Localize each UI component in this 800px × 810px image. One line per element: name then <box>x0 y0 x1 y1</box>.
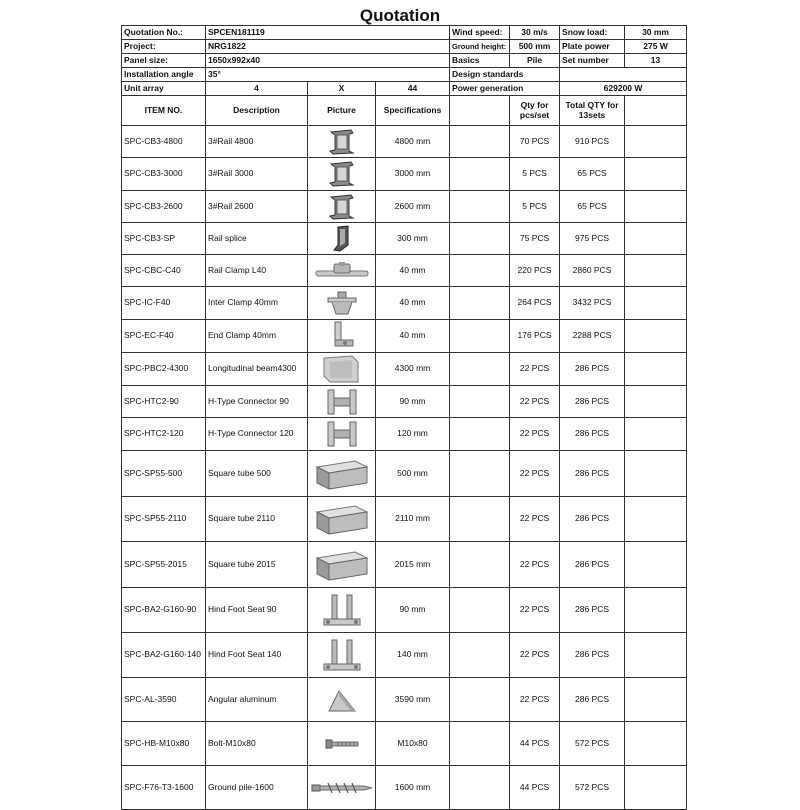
table-row <box>122 766 687 810</box>
blank-cell <box>450 223 510 255</box>
picture-cell <box>308 588 376 633</box>
items-body <box>122 126 687 810</box>
picture-cell <box>308 223 376 255</box>
qty-per-set-cell: 70 PCS <box>510 126 560 158</box>
header-row-2 <box>122 40 687 54</box>
spec-cell: 500 mm <box>376 451 450 497</box>
qty-per-set-cell: 176 PCS <box>510 320 560 353</box>
qty-per-set-cell: 44 PCS <box>510 722 560 766</box>
table-row <box>122 633 687 678</box>
total-qty-cell: 286 PCS <box>560 633 625 678</box>
item-no-cell: SPC-PBC2-4300 <box>122 353 206 386</box>
spec-cell: 40 mm <box>376 320 450 353</box>
total-qty-cell: 286 PCS <box>560 542 625 588</box>
table-row <box>122 588 687 633</box>
qty-per-set-cell: 22 PCS <box>510 678 560 722</box>
table-row <box>122 223 687 255</box>
blank-cell-2 <box>625 418 687 451</box>
col-blank <box>450 96 510 126</box>
rail-splice-icon <box>310 225 373 253</box>
set-number-label: Set number <box>560 54 625 68</box>
blank-cell-2 <box>625 126 687 158</box>
project-value: NRG1822 <box>206 40 450 54</box>
basics-value: Pile <box>510 54 560 68</box>
plate-power-value: 275 W <box>625 40 687 54</box>
description-cell: 3#Rail 3000 <box>206 158 308 191</box>
blank-cell <box>450 126 510 158</box>
item-no-cell: SPC-HTC2-90 <box>122 386 206 418</box>
h-connector-icon <box>310 388 373 416</box>
total-qty-cell: 2288 PCS <box>560 320 625 353</box>
description-cell: 3#Rail 4800 <box>206 126 308 158</box>
panel-size-label: Panel size: <box>122 54 206 68</box>
total-qty-cell: 286 PCS <box>560 353 625 386</box>
blank-cell-2 <box>625 353 687 386</box>
blank-cell-2 <box>625 223 687 255</box>
blank-cell <box>450 451 510 497</box>
picture-cell <box>308 255 376 287</box>
blank-cell <box>450 287 510 320</box>
table-row <box>122 287 687 320</box>
description-cell: 3#Rail 2600 <box>206 191 308 223</box>
wind-speed-label: Wind speed: <box>450 26 510 40</box>
blank-cell-2 <box>625 633 687 678</box>
qty-per-set-cell: 75 PCS <box>510 223 560 255</box>
header-row-4 <box>122 68 687 82</box>
qty-per-set-cell: 220 PCS <box>510 255 560 287</box>
rail-icon <box>310 129 373 155</box>
beam-icon <box>310 354 373 384</box>
blank-cell-2 <box>625 320 687 353</box>
table-row <box>122 191 687 223</box>
blank-cell-2 <box>625 158 687 191</box>
col-specifications: Specifications <box>376 96 450 126</box>
col-picture: Picture <box>308 96 376 126</box>
item-no-cell: SPC-CBC-C40 <box>122 255 206 287</box>
col-item-no: ITEM NO. <box>122 96 206 126</box>
table-row <box>122 158 687 191</box>
total-qty-cell: 286 PCS <box>560 451 625 497</box>
blank-cell-2 <box>625 766 687 810</box>
qty-per-set-cell: 22 PCS <box>510 418 560 451</box>
panel-size-value: 1650x992x40 <box>206 54 450 68</box>
quotation-no-label: Quotation No.: <box>122 26 206 40</box>
spec-cell: 4800 mm <box>376 126 450 158</box>
blank-cell <box>450 191 510 223</box>
qty-per-set-cell: 5 PCS <box>510 191 560 223</box>
total-qty-cell: 286 PCS <box>560 418 625 451</box>
total-qty-cell: 286 PCS <box>560 588 625 633</box>
spec-cell: 2110 mm <box>376 497 450 542</box>
total-qty-cell: 572 PCS <box>560 722 625 766</box>
spec-cell: 90 mm <box>376 386 450 418</box>
table-row <box>122 126 687 158</box>
blank-cell <box>450 386 510 418</box>
description-cell: Rail Clamp L40 <box>206 255 308 287</box>
picture-cell <box>308 451 376 497</box>
table-row <box>122 353 687 386</box>
power-generation-value: 629200 W <box>560 82 687 96</box>
item-no-cell: SPC-BA2-G160-90 <box>122 588 206 633</box>
h-connector-icon <box>310 420 373 448</box>
qty-per-set-cell: 264 PCS <box>510 287 560 320</box>
item-no-cell: SPC-CB3-3000 <box>122 158 206 191</box>
blank-cell-2 <box>625 722 687 766</box>
qty-per-set-cell: 22 PCS <box>510 451 560 497</box>
spec-cell: 90 mm <box>376 588 450 633</box>
total-qty-cell: 286 PCS <box>560 386 625 418</box>
rail-icon <box>310 194 373 220</box>
description-cell: Ground pile-1600 <box>206 766 308 810</box>
col-total-qty: Total QTY for 13sets <box>560 96 625 126</box>
item-no-cell: SPC-CB3-2600 <box>122 191 206 223</box>
set-number-value: 13 <box>625 54 687 68</box>
table-row <box>122 722 687 766</box>
blank-cell-2 <box>625 255 687 287</box>
table-row <box>122 451 687 497</box>
spec-cell: 1600 mm <box>376 766 450 810</box>
blank-cell-2 <box>625 678 687 722</box>
plate-power-label: Plate power <box>560 40 625 54</box>
total-qty-cell: 3432 PCS <box>560 287 625 320</box>
picture-cell <box>308 287 376 320</box>
blank-cell <box>450 766 510 810</box>
header-row-1 <box>122 26 687 40</box>
unit-array-a: 4 <box>206 82 308 96</box>
blank-cell-2 <box>625 588 687 633</box>
col-blank-2 <box>625 96 687 126</box>
blank-cell-2 <box>625 451 687 497</box>
description-cell: Angular aluminum <box>206 678 308 722</box>
installation-angle-value: 35° <box>206 68 450 82</box>
spec-cell: 3590 mm <box>376 678 450 722</box>
table-row <box>122 542 687 588</box>
square-tube-icon <box>310 548 373 582</box>
item-no-cell: SPC-CB3-SP <box>122 223 206 255</box>
column-header-row <box>122 96 687 126</box>
blank-cell <box>450 158 510 191</box>
blank-cell <box>450 542 510 588</box>
qty-per-set-cell: 22 PCS <box>510 588 560 633</box>
quotation-no-value: SPCEN181119 <box>206 26 450 40</box>
qty-per-set-cell: 5 PCS <box>510 158 560 191</box>
spec-cell: 2015 mm <box>376 542 450 588</box>
picture-cell <box>308 542 376 588</box>
description-cell: Square tube 500 <box>206 451 308 497</box>
qty-per-set-cell: 44 PCS <box>510 766 560 810</box>
total-qty-cell: 975 PCS <box>560 223 625 255</box>
blank-cell <box>450 353 510 386</box>
spec-cell: 140 mm <box>376 633 450 678</box>
blank-cell <box>450 497 510 542</box>
item-no-cell: SPC-HTC2-120 <box>122 418 206 451</box>
table-row <box>122 386 687 418</box>
quotation-table <box>121 25 687 810</box>
qty-per-set-cell: 22 PCS <box>510 353 560 386</box>
spec-cell: M10x80 <box>376 722 450 766</box>
description-cell: Bolt-M10x80 <box>206 722 308 766</box>
inter-clamp-icon <box>310 290 373 316</box>
description-cell: Hind Foot Seat 140 <box>206 633 308 678</box>
qty-per-set-cell: 22 PCS <box>510 497 560 542</box>
blank-cell <box>450 320 510 353</box>
blank-cell <box>450 588 510 633</box>
header-row-3 <box>122 54 687 68</box>
table-row <box>122 255 687 287</box>
total-qty-cell: 286 PCS <box>560 678 625 722</box>
item-no-cell: SPC-IC-F40 <box>122 287 206 320</box>
item-no-cell: SPC-EC-F40 <box>122 320 206 353</box>
picture-cell <box>308 497 376 542</box>
header-row-5 <box>122 82 687 96</box>
description-cell: Inter Clamp 40mm <box>206 287 308 320</box>
snow-load-label: Snow load: <box>560 26 625 40</box>
table-row <box>122 678 687 722</box>
snow-load-value: 30 mm <box>625 26 687 40</box>
spec-cell: 40 mm <box>376 287 450 320</box>
blank-cell <box>450 633 510 678</box>
blank-cell-2 <box>625 542 687 588</box>
foot-seat-icon <box>310 591 373 629</box>
description-cell: Square tube 2110 <box>206 497 308 542</box>
blank-cell <box>450 255 510 287</box>
qty-per-set-cell: 22 PCS <box>510 633 560 678</box>
ground-pile-icon <box>310 779 373 797</box>
spec-cell: 2600 mm <box>376 191 450 223</box>
installation-angle-label: Installation angle <box>122 68 206 82</box>
ground-height-label: Ground height: <box>450 40 510 54</box>
total-qty-cell: 65 PCS <box>560 191 625 223</box>
picture-cell <box>308 158 376 191</box>
bolt-icon <box>310 736 373 752</box>
picture-cell <box>308 722 376 766</box>
total-qty-cell: 2860 PCS <box>560 255 625 287</box>
square-tube-icon <box>310 502 373 536</box>
item-no-cell: SPC-F76-T3-1600 <box>122 766 206 810</box>
qty-per-set-cell: 22 PCS <box>510 386 560 418</box>
spec-cell: 40 mm <box>376 255 450 287</box>
item-no-cell: SPC-AL-3590 <box>122 678 206 722</box>
picture-cell <box>308 766 376 810</box>
item-no-cell: SPC-SP55-500 <box>122 451 206 497</box>
picture-cell <box>308 191 376 223</box>
total-qty-cell: 65 PCS <box>560 158 625 191</box>
rail-icon <box>310 161 373 187</box>
unit-array-x: X <box>308 82 376 96</box>
blank-cell-2 <box>625 287 687 320</box>
page-title: Quotation <box>359 6 441 25</box>
end-clamp-icon <box>310 320 373 352</box>
spec-cell: 4300 mm <box>376 353 450 386</box>
foot-seat-icon <box>310 636 373 674</box>
item-no-cell: SPC-SP55-2015 <box>122 542 206 588</box>
spec-cell: 300 mm <box>376 223 450 255</box>
table-row <box>122 418 687 451</box>
description-cell: H-Type Connector 90 <box>206 386 308 418</box>
ground-height-value: 500 mm <box>510 40 560 54</box>
picture-cell <box>308 320 376 353</box>
description-cell: H-Type Connector 120 <box>206 418 308 451</box>
description-cell: Square tube 2015 <box>206 542 308 588</box>
angular-aluminum-icon <box>310 687 373 713</box>
unit-array-b: 44 <box>376 82 450 96</box>
total-qty-cell: 572 PCS <box>560 766 625 810</box>
col-description: Description <box>206 96 308 126</box>
description-cell: Longitudinal beam4300 <box>206 353 308 386</box>
blank-cell-2 <box>625 497 687 542</box>
blank-cell <box>450 678 510 722</box>
item-no-cell: SPC-CB3-4800 <box>122 126 206 158</box>
wind-speed-value: 30 m/s <box>510 26 560 40</box>
spec-cell: 120 mm <box>376 418 450 451</box>
blank-cell-2 <box>625 386 687 418</box>
description-cell: Rail splice <box>206 223 308 255</box>
blank-cell <box>450 418 510 451</box>
total-qty-cell: 910 PCS <box>560 126 625 158</box>
rail-clamp-icon <box>310 261 373 281</box>
col-qty-per-set: Qty for pcs/set <box>510 96 560 126</box>
picture-cell <box>308 633 376 678</box>
item-no-cell: SPC-SP55-2110 <box>122 497 206 542</box>
item-no-cell: SPC-HB-M10x80 <box>122 722 206 766</box>
picture-cell <box>308 386 376 418</box>
design-standards-value <box>560 68 687 82</box>
qty-per-set-cell: 22 PCS <box>510 542 560 588</box>
description-cell: End Clamp 40mm <box>206 320 308 353</box>
total-qty-cell: 286 PCS <box>560 497 625 542</box>
square-tube-icon <box>310 457 373 491</box>
design-standards-label: Design standards <box>450 68 560 82</box>
picture-cell <box>308 418 376 451</box>
spec-cell: 3000 mm <box>376 158 450 191</box>
basics-label: Basics <box>450 54 510 68</box>
blank-cell-2 <box>625 191 687 223</box>
table-row <box>122 320 687 353</box>
picture-cell <box>308 126 376 158</box>
table-row <box>122 497 687 542</box>
blank-cell <box>450 722 510 766</box>
picture-cell <box>308 353 376 386</box>
description-cell: Hind Foot Seat 90 <box>206 588 308 633</box>
item-no-cell: SPC-BA2-G160-140 <box>122 633 206 678</box>
project-label: Project: <box>122 40 206 54</box>
power-generation-label: Power generation <box>450 82 560 96</box>
unit-array-label: Unit array <box>122 82 206 96</box>
picture-cell <box>308 678 376 722</box>
